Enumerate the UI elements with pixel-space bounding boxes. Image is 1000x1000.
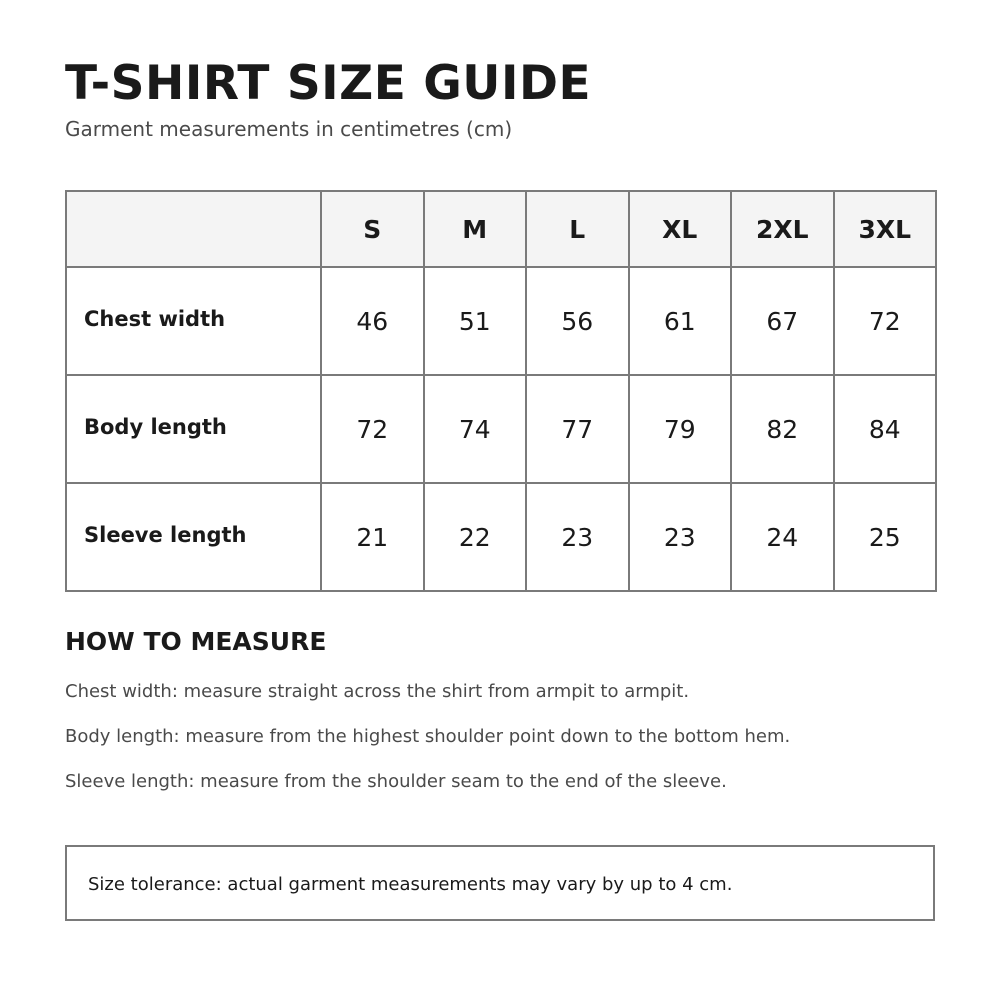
size-tolerance-text: Size tolerance: actual garment measurements may vary by up to 4 cm. <box>88 874 733 895</box>
table-cell: 25 <box>834 483 937 591</box>
size-header-s: S <box>321 191 424 267</box>
size-header-l: L <box>526 191 629 267</box>
table-cell: 24 <box>731 483 834 591</box>
how-to-measure-heading: HOW TO MEASURE <box>65 627 327 656</box>
table-row-body-length <box>66 375 936 483</box>
table-cell: 82 <box>731 375 834 483</box>
instruction-chest-width: Chest width: measure straight across the shirt from armpit to armpit. <box>65 681 690 702</box>
instruction-body-length: Body length: measure from the highest shoulder point down to the bottom hem. <box>65 726 791 747</box>
row-label: Sleeve length <box>66 483 321 591</box>
instruction-sleeve-length: Sleeve length: measure from the shoulder seam to the end of the sleeve. <box>65 771 727 792</box>
page-subtitle: Garment measurements in centimetres (cm) <box>65 117 513 141</box>
table-corner-cell <box>66 191 321 267</box>
table-row-sleeve-length <box>66 483 936 591</box>
page-title: T-SHIRT SIZE GUIDE <box>65 56 592 111</box>
table-cell: 67 <box>731 267 834 375</box>
table-cell: 22 <box>424 483 527 591</box>
size-header-2xl: 2XL <box>731 191 834 267</box>
row-label: Body length <box>66 375 321 483</box>
table-cell: 72 <box>321 375 424 483</box>
table-cell: 23 <box>629 483 732 591</box>
size-chart-table <box>65 190 937 592</box>
table-row-chest-width <box>66 267 936 375</box>
table-cell: 72 <box>834 267 937 375</box>
table-cell: 74 <box>424 375 527 483</box>
size-header-3xl: 3XL <box>834 191 937 267</box>
table-cell: 79 <box>629 375 732 483</box>
measurement-instructions <box>65 680 790 815</box>
table-cell: 84 <box>834 375 937 483</box>
size-header-xl: XL <box>629 191 732 267</box>
size-header-m: M <box>424 191 527 267</box>
table-cell: 23 <box>526 483 629 591</box>
table-cell: 21 <box>321 483 424 591</box>
table-cell: 56 <box>526 267 629 375</box>
row-label: Chest width <box>66 267 321 375</box>
table-cell: 61 <box>629 267 732 375</box>
table-cell: 77 <box>526 375 629 483</box>
table-cell: 46 <box>321 267 424 375</box>
table-header-row <box>66 191 936 267</box>
size-tolerance-note <box>65 845 935 921</box>
table-cell: 51 <box>424 267 527 375</box>
